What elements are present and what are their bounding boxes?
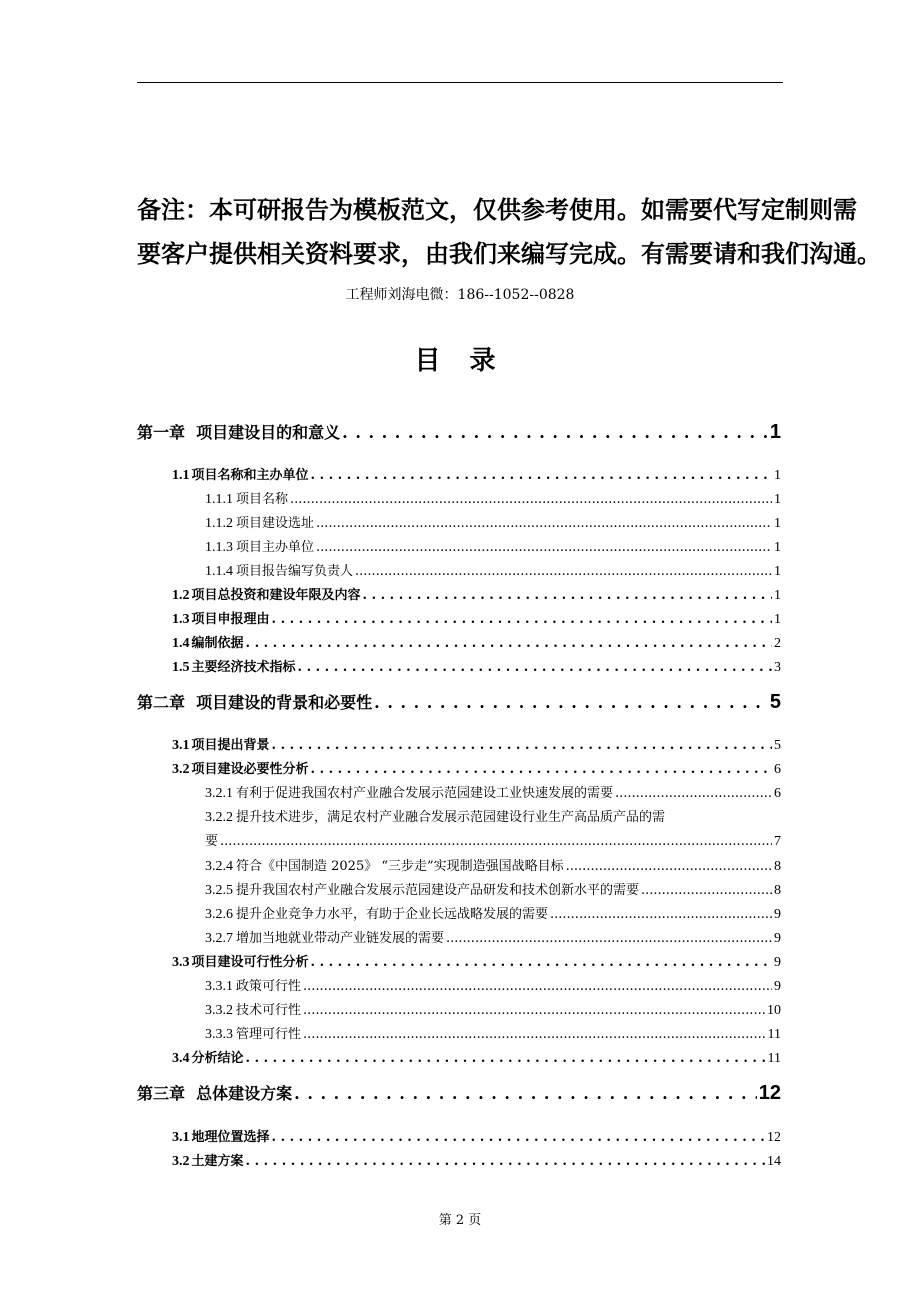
toc-entry-title: 项目总投资和建设年限及内容 [191, 588, 361, 603]
dot-leader [363, 588, 772, 603]
toc-section-3-2-necessity[interactable] [172, 758, 781, 778]
dot-leader [446, 931, 772, 946]
toc-entry-number: 3.2.2 [205, 810, 233, 825]
toc-entry-title: 提升企业竞争力水平，有助于企业长远战略发展的需要 [236, 907, 549, 922]
toc-entry-title: 提升我国农村产业融合发展示范园建设产品研发和技术创新水平的需要 [236, 883, 640, 898]
toc-entry-page: 2 [774, 636, 781, 651]
toc-entry-number: 3.3 [172, 955, 190, 970]
toc-entry-number: 3.2.4 [205, 859, 233, 874]
toc-entry-title: 项目建设的背景和必要性 [196, 693, 373, 712]
toc-entry-page: 7 [774, 834, 781, 849]
toc-entry-number: 3.2.5 [205, 883, 233, 898]
toc-subsection-3-3-2[interactable] [205, 999, 781, 1019]
dot-leader [316, 540, 772, 555]
toc-entry-page: 1 [774, 564, 781, 579]
dot-leader [272, 738, 772, 753]
toc-entry-title: 分析结论 [191, 1051, 244, 1066]
toc-chapter-3[interactable] [137, 1081, 781, 1105]
contact-line: 工程师刘海电微：186--1052--0828 [345, 287, 575, 303]
dot-leader [303, 979, 772, 994]
toc-chapter-2[interactable] [137, 690, 781, 714]
toc-section-3-1-location[interactable] [172, 1126, 781, 1146]
dot-leader [294, 1084, 757, 1103]
toc-entry-number: 3.2.6 [205, 907, 233, 922]
toc-entry-title: 要 [205, 834, 219, 849]
dot-leader [272, 1130, 765, 1145]
toc-section-1-1[interactable] [172, 464, 781, 484]
toc-entry-number: 1.4 [172, 636, 190, 651]
toc-entry-number: 3.1 [172, 1130, 190, 1145]
notice-line-2: 要客户提供相关资料要求，由我们来编写完成。有需要请和我们沟通。 [137, 239, 881, 268]
toc-subsection-3-2-2-line-1[interactable] [205, 806, 781, 826]
toc-section-1-4[interactable] [172, 632, 781, 652]
toc-subsection-3-2-5[interactable] [205, 879, 781, 899]
toc-entry-page: 14 [767, 1154, 781, 1169]
toc-title: 目 录 [414, 346, 506, 376]
toc-entry-number: 1.1.2 [205, 516, 233, 531]
toc-subsection-3-3-1[interactable] [205, 975, 781, 995]
page-number-footer: 第 2 页 [438, 1213, 482, 1228]
toc-entry-title: 管理可行性 [236, 1027, 302, 1042]
toc-entry-title: 项目名称和主办单位 [191, 468, 309, 483]
dot-leader [566, 859, 772, 874]
toc-entry-number: 3.1 [172, 738, 190, 753]
dot-leader [550, 907, 772, 922]
dot-leader [374, 693, 768, 712]
toc-entry-number: 3.3.2 [205, 1003, 233, 1018]
toc-section-1-2[interactable] [172, 584, 781, 604]
toc-entry-page: 1 [774, 516, 781, 531]
toc-entry-page: 6 [774, 762, 781, 777]
toc-subsection-1-1-2[interactable] [205, 512, 781, 532]
dot-leader [316, 516, 772, 531]
dot-leader [615, 786, 772, 801]
toc-entry-page: 9 [774, 979, 781, 994]
toc-entry-page: 1 [774, 492, 781, 507]
toc-entry-number: 第一章 [137, 423, 186, 442]
toc-entry-title: 项目提出背景 [191, 738, 270, 753]
toc-subsection-3-2-1[interactable] [205, 782, 781, 802]
dot-leader [303, 1027, 766, 1042]
toc-entry-title: 符合《中国制造 2025》 “三步走”实现制造强国战略目标 [236, 859, 564, 874]
toc-entry-title: 有利于促进我国农村产业融合发展示范园建设工业快速发展的需要 [236, 786, 614, 801]
toc-entry-title: 地理位置选择 [191, 1130, 270, 1145]
dot-leader [303, 1003, 765, 1018]
dot-leader [311, 468, 772, 483]
toc-entry-title: 主要经济技术指标 [191, 660, 296, 675]
toc-entry-number: 3.2.7 [205, 931, 233, 946]
dot-leader [246, 1154, 765, 1169]
toc-entry-number: 1.1.3 [205, 540, 233, 555]
toc-entry-page: 1 [769, 421, 781, 443]
toc-entry-number: 1.1.1 [205, 492, 233, 507]
toc-subsection-3-2-2-line-2[interactable] [205, 830, 781, 850]
toc-entry-page: 11 [767, 1027, 781, 1042]
toc-entry-title: 增加当地就业带动产业链发展的需要 [236, 931, 445, 946]
toc-entry-page: 1 [774, 540, 781, 555]
toc-entry-title: 技术可行性 [236, 1003, 302, 1018]
dot-leader [246, 1051, 766, 1066]
toc-entry-page: 8 [774, 883, 781, 898]
toc-entry-title: 总体建设方案 [196, 1084, 293, 1103]
toc-entry-number: 1.1.4 [205, 564, 233, 579]
toc-section-3-2-civil[interactable] [172, 1150, 781, 1170]
toc-entry-page: 9 [774, 955, 781, 970]
toc-entry-title: 项目报告编写负责人 [236, 564, 354, 579]
toc-subsection-1-1-1[interactable] [205, 488, 781, 508]
toc-entry-title: 编制依据 [191, 636, 244, 651]
toc-entry-number: 1.3 [172, 612, 190, 627]
toc-entry-page: 5 [774, 738, 781, 753]
toc-entry-title: 项目主办单位 [236, 540, 315, 555]
toc-entry-number: 第三章 [137, 1084, 186, 1103]
toc-entry-title: 土建方案 [191, 1154, 244, 1169]
toc-entry-title: 项目名称 [236, 492, 289, 507]
toc-entry-page: 10 [767, 1003, 781, 1018]
dot-leader [298, 660, 772, 675]
toc-entry-page: 3 [774, 660, 781, 675]
toc-entry-page: 1 [774, 588, 781, 603]
notice-line-1: 备注：本可研报告为模板范文，仅供参考使用。如需要代写定制则需 [137, 195, 857, 224]
toc-entry-page: 9 [774, 907, 781, 922]
toc-entry-number: 3.2 [172, 1154, 190, 1169]
toc-section-1-5[interactable] [172, 656, 781, 676]
dot-leader [290, 492, 772, 507]
toc-entry-number: 3.2 [172, 762, 190, 777]
toc-subsection-1-1-3[interactable] [205, 536, 781, 556]
header-rule [137, 82, 783, 83]
toc-subsection-3-2-4[interactable] [205, 855, 781, 875]
dot-leader [246, 636, 772, 651]
toc-section-3-3[interactable] [172, 951, 781, 971]
dot-leader [342, 423, 768, 442]
toc-entry-page: 1 [774, 468, 781, 483]
toc-entry-page: 12 [758, 1082, 781, 1104]
dot-leader [641, 883, 772, 898]
toc-subsection-1-1-4[interactable] [205, 560, 781, 580]
dot-leader [311, 762, 772, 777]
toc-entry-number: 第二章 [137, 693, 186, 712]
toc-entry-title: 项目建设必要性分析 [191, 762, 309, 777]
toc-entry-title: 项目申报理由 [191, 612, 270, 627]
dot-leader [355, 564, 772, 579]
toc-entry-page: 6 [774, 786, 781, 801]
toc-entry-page: 5 [769, 691, 781, 713]
toc-entry-number: 3.4 [172, 1051, 190, 1066]
toc-entry-number: 3.2.1 [205, 786, 233, 801]
toc-entry-number: 3.3.1 [205, 979, 233, 994]
toc-entry-number: 1.2 [172, 588, 190, 603]
toc-entry-page: 11 [767, 1051, 781, 1066]
toc-subsection-3-3-3[interactable] [205, 1023, 781, 1043]
dot-leader [220, 834, 772, 849]
dot-leader [311, 955, 772, 970]
toc-entry-page: 9 [774, 931, 781, 946]
toc-entry-number: 3.3.3 [205, 1027, 233, 1042]
toc-entry-number: 1.5 [172, 660, 190, 675]
template-notice [137, 188, 881, 276]
toc-section-3-1-background[interactable] [172, 734, 781, 754]
toc-entry-title: 政策可行性 [236, 979, 302, 994]
toc-entry-title: 提升技术进步，满足农村产业融合发展示范园建设行业生产高品质产品的需 [236, 810, 666, 825]
toc-subsection-3-2-6[interactable] [205, 903, 781, 923]
toc-entry-page: 12 [767, 1130, 781, 1145]
toc-entry-page: 8 [774, 859, 781, 874]
toc-section-1-3[interactable] [172, 608, 781, 628]
toc-entry-title: 项目建设目的和意义 [196, 423, 341, 442]
dot-leader [272, 612, 772, 627]
toc-entry-number: 1.1 [172, 468, 190, 483]
toc-entry-page: 1 [774, 612, 781, 627]
toc-entry-title: 项目建设可行性分析 [191, 955, 309, 970]
toc-section-3-4[interactable] [172, 1047, 781, 1067]
toc-subsection-3-2-7[interactable] [205, 927, 781, 947]
toc-chapter-1[interactable] [137, 420, 781, 444]
toc-entry-title: 项目建设选址 [236, 516, 315, 531]
